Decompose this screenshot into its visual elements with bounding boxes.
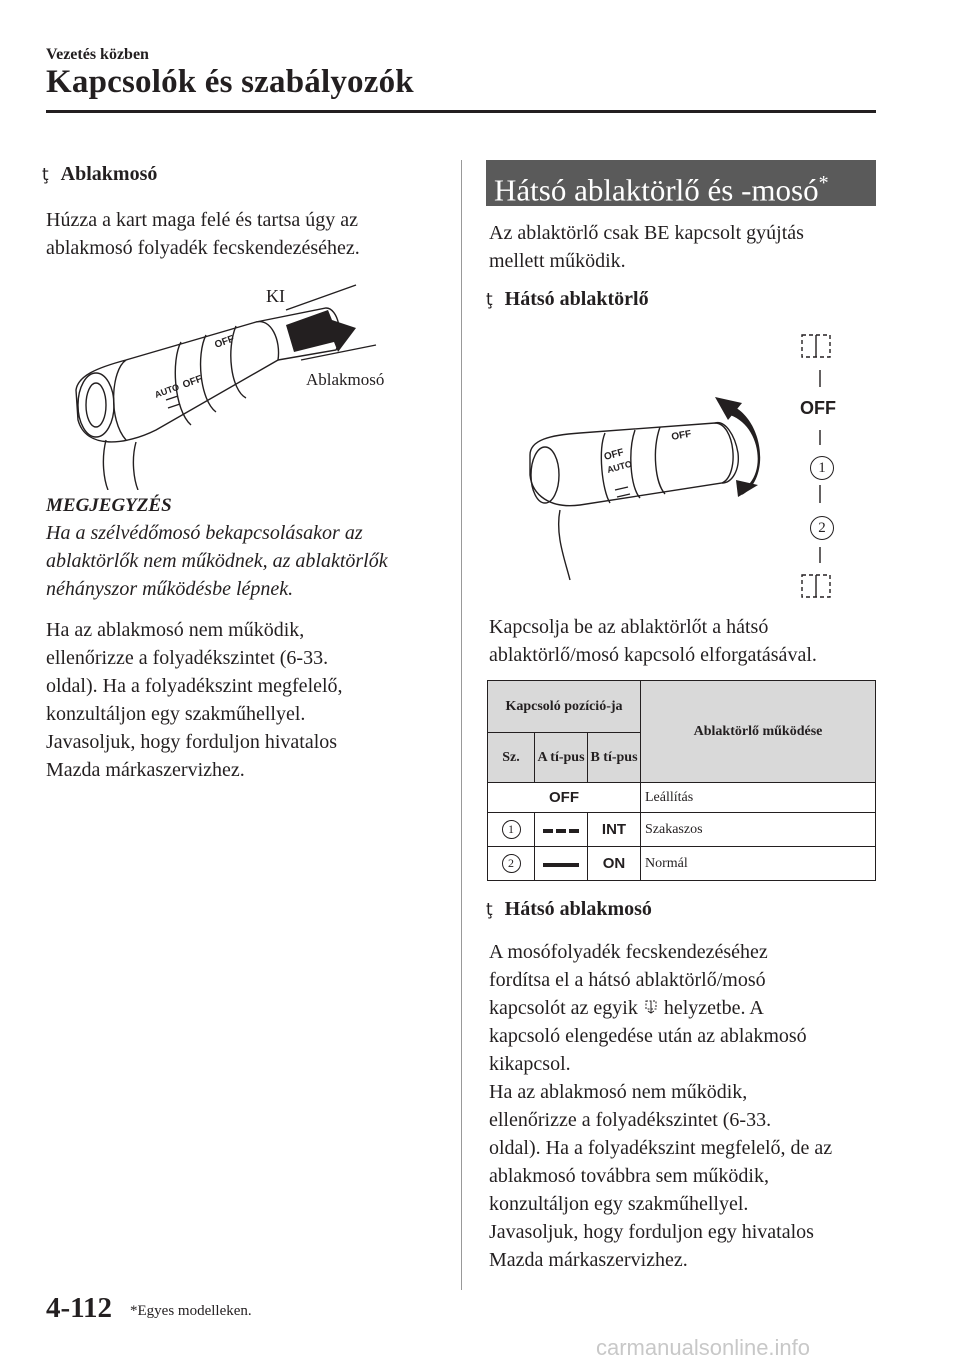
washer-line-part: helyzetbe. A — [663, 997, 764, 1019]
table-row — [488, 813, 876, 847]
washer-line: konzultáljon egy szakműhellyel. — [489, 1193, 749, 1215]
header-operation: Ablaktörlő működése — [641, 681, 876, 783]
header-position: Kapcsoló pozíció-ja — [488, 681, 641, 733]
cell-type-b: ON — [588, 847, 641, 881]
washer-text-line: ablakmosó folyadék fecskendezéséhez. — [46, 237, 360, 259]
watermark: carmanualsonline.info — [596, 1335, 811, 1360]
position-1 — [810, 456, 834, 480]
section-title: Hátsó ablaktörlő és -mosó — [494, 172, 819, 208]
table-row — [488, 847, 876, 881]
intro-line: mellett működik. — [489, 250, 626, 272]
label-off: KI — [266, 286, 285, 306]
rear-washer-heading-text: Hátsó ablakmosó — [504, 898, 652, 920]
body-line: Javasoljuk, hogy forduljon hivatalos — [46, 731, 338, 753]
body-line: oldal). Ha a folyadékszint megfelelő, — [46, 675, 343, 697]
note-title: MEGJEGYZÉS — [46, 495, 172, 516]
body-line: Mazda márkaszervizhez. — [46, 759, 245, 781]
bullet-icon: ţ — [42, 165, 49, 185]
washer-line: ablakmosó továbbra sem működik, — [489, 1165, 769, 1187]
header-rule — [46, 110, 876, 113]
washer-line: Javasoljuk, hogy forduljon egy hivatalos — [489, 1221, 814, 1243]
cell-operation: Leállítás — [641, 783, 876, 813]
washer-line: ellenőrizze a folyadékszintet (6-33. — [489, 1109, 772, 1131]
washer-text-line: Húzza a kart maga felé és tartsa úgy az — [46, 209, 359, 231]
bullet-icon: ţ — [486, 290, 493, 310]
body-line: konzultáljon egy szakműhellyel. — [46, 703, 306, 725]
washer-line: kikapcsol. — [489, 1053, 571, 1075]
position-2-label: 2 — [810, 516, 834, 540]
washer-line — [489, 994, 832, 1022]
header-type-b: B tí-pus — [588, 733, 641, 783]
solid-line-icon — [543, 863, 579, 867]
circled-number: 2 — [502, 854, 521, 873]
section-title-bar — [486, 160, 876, 206]
dashed-line-icon — [543, 829, 579, 833]
running-head: Vezetés közben — [46, 46, 149, 63]
svg-text:AUTO: AUTO — [605, 458, 633, 475]
note-line: Ha a szélvédőmosó bekapcsolásakor az — [46, 522, 363, 544]
washer-heading-text: Ablakmosó — [60, 163, 158, 185]
cell-off: OFF — [488, 783, 641, 813]
position-1-label: 1 — [810, 456, 834, 480]
wiper-operation-table — [487, 680, 876, 881]
table-row — [488, 783, 876, 813]
washer-line: Mazda márkaszervizhez. — [489, 1249, 688, 1271]
rear-washer-heading — [486, 898, 652, 921]
page-number: 4-112 — [46, 1292, 113, 1324]
washer-line-part: kapcsolót az egyik — [489, 997, 638, 1019]
rear-wiper-heading-text: Hátsó ablaktörlő — [504, 288, 649, 310]
intro-line: Az ablaktörlő csak BE kapcsolt gyújtás — [489, 222, 804, 244]
note-line: néhányszor működésbe lépnek. — [46, 578, 294, 600]
note-line: ablaktörlők nem működnek, az ablaktörlők — [46, 550, 388, 572]
svg-text:AUTO: AUTO — [153, 381, 181, 400]
cell-type-a — [535, 813, 588, 847]
cell-type-b: INT — [588, 813, 641, 847]
washer-line: kapcsoló elengedése után az ablakmosó — [489, 1025, 807, 1047]
label-washer: Ablakmosó — [306, 370, 385, 389]
note-text — [46, 519, 388, 603]
header-no: Sz. — [488, 733, 535, 783]
header-type-a: A tí-pus — [535, 733, 588, 783]
svg-text:OFF: OFF — [670, 428, 693, 443]
cell-operation: Normál — [641, 847, 876, 881]
rear-washer-text — [489, 938, 832, 1274]
body-line: ellenőrizze a folyadékszintet (6-33. — [46, 647, 329, 669]
svg-text:OFF: OFF — [602, 447, 626, 463]
section-star: * — [818, 172, 829, 194]
washer-line: Ha az ablakmosó nem működik, — [489, 1081, 748, 1103]
column-divider — [461, 160, 462, 1290]
body-line: Ha az ablakmosó nem működik, — [46, 619, 305, 641]
cell-operation: Szakaszos — [641, 813, 876, 847]
left-body-text — [46, 616, 343, 784]
washer-icon — [643, 999, 659, 1015]
cell-no — [488, 813, 535, 847]
position-off: OFF — [800, 398, 836, 418]
rear-intro — [489, 219, 804, 275]
rear-wiper-figure — [510, 325, 850, 605]
footnote: *Egyes modelleken. — [130, 1303, 252, 1319]
svg-text:OFF: OFF — [181, 373, 204, 391]
rear-instruction-line: Kapcsolja be az ablaktörlőt a hátsó — [489, 616, 769, 638]
position-2 — [810, 516, 834, 540]
washer-line: fordítsa el a hátsó ablaktörlő/mosó — [489, 969, 766, 991]
washer-heading — [42, 163, 157, 186]
chapter-title: Kapcsolók és szabályozók — [46, 64, 414, 100]
cell-type-a — [535, 847, 588, 881]
rear-instruction-line: ablaktörlő/mosó kapcsoló elforgatásával. — [489, 644, 817, 666]
cell-no — [488, 847, 535, 881]
washer-line: oldal). Ha a folyadékszint megfelelő, de az — [489, 1137, 833, 1159]
washer-text — [46, 206, 360, 262]
svg-text:OFF: OFF — [213, 333, 236, 351]
circled-number: 1 — [502, 820, 521, 839]
rear-wiper-heading — [486, 288, 649, 311]
bullet-icon: ţ — [486, 900, 493, 920]
washer-line: A mosófolyadék fecskendezéséhez — [489, 941, 768, 963]
rear-instructions — [489, 613, 817, 669]
